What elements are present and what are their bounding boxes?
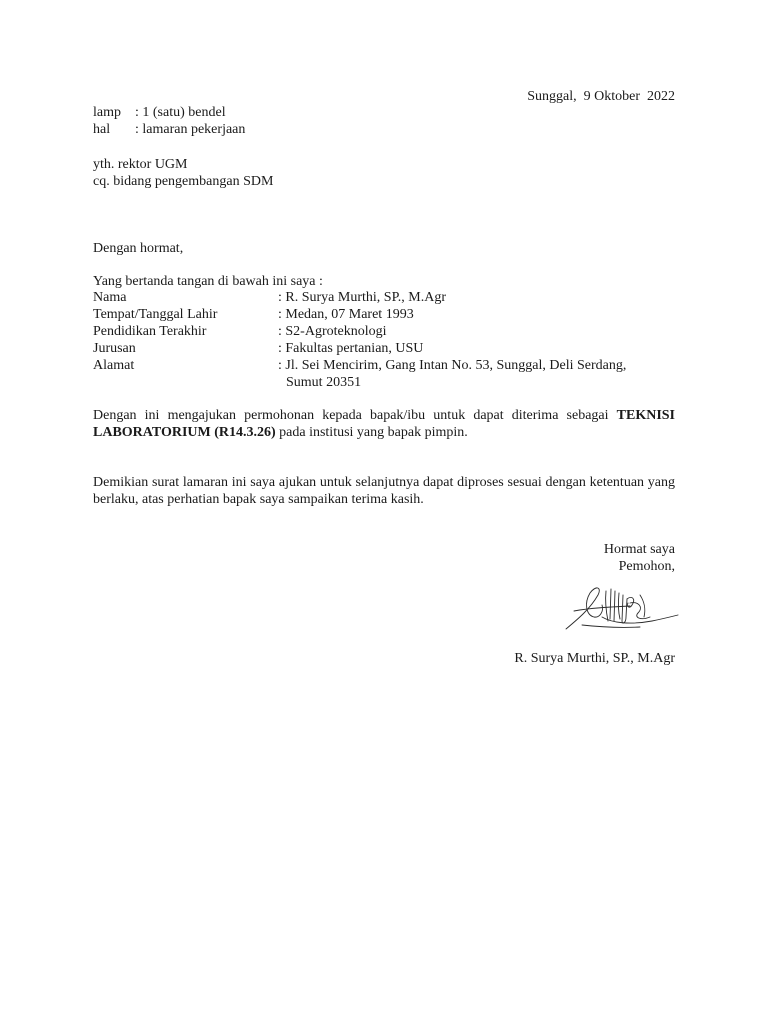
meta-value: : lamaran pekerjaan [135,122,246,137]
position-title: TEKNISI LABORATORIUM (R14.3.26) [93,408,675,440]
meta-key: hal [93,122,111,137]
recipient-line: yth. rektor UGM [93,157,188,172]
meta-key: lamp [93,105,121,120]
closing-line: Pemohon, [618,559,675,574]
info-value: : Medan, 07 Maret 1993 [278,307,414,322]
info-value: : Fakultas pertanian, USU [278,341,424,356]
info-row-jurusan [93,340,683,357]
greeting: Dengan hormat, [93,241,184,256]
info-value: : S2-Agroteknologi [278,324,387,339]
info-row-nama [93,289,683,306]
meta-value: : 1 (satu) bendel [135,105,226,120]
signatory-name: R. Surya Murthi, SP., M.Agr [514,651,675,666]
info-row-pendidikan [93,323,683,340]
meta-lamp [93,104,245,121]
letter-meta [93,104,245,138]
info-value-continuation: Sumut 20351 [286,375,362,390]
personal-info [93,289,683,391]
intro-line: Yang bertanda tangan di bawah ini saya : [93,274,323,289]
info-label: Tempat/Tanggal Lahir [93,307,218,322]
info-row-alamat [93,357,683,374]
signature-image [560,581,685,633]
info-row-ttl [93,306,683,323]
application-paragraph [93,407,675,441]
paragraph-text: Dengan ini mengajukan permohonan kepada bapak/ibu untuk dapat diterima sebagai [93,408,617,423]
closing-block [604,541,675,575]
meta-hal [93,121,245,138]
info-row-alamat-cont [93,374,683,391]
info-label: Jurusan [93,341,136,356]
letter-date: Sunggal, 9 Oktober 2022 [527,89,675,104]
info-label: Alamat [93,358,135,373]
info-value: : R. Surya Murthi, SP., M.Agr [278,290,447,305]
info-label: Pendidikan Terakhir [93,324,207,339]
closing-paragraph: Demikian surat lamaran ini saya ajukan untuk selanjutnya dapat diproses sesuai dengan ketentuan yang berlaku, atas perhatian bapak saya sampaikan terima kasih. [93,475,675,507]
paragraph-text: pada institusi yang bapak pimpin. [275,425,468,440]
recipient-block [93,156,273,190]
closing-line: Hormat saya [603,542,675,557]
info-value: : Jl. Sei Mencirim, Gang Intan No. 53, Sunggal, Deli Serdang, [278,358,627,373]
info-label: Nama [93,290,127,305]
recipient-line: cq. bidang pengembangan SDM [93,174,274,189]
